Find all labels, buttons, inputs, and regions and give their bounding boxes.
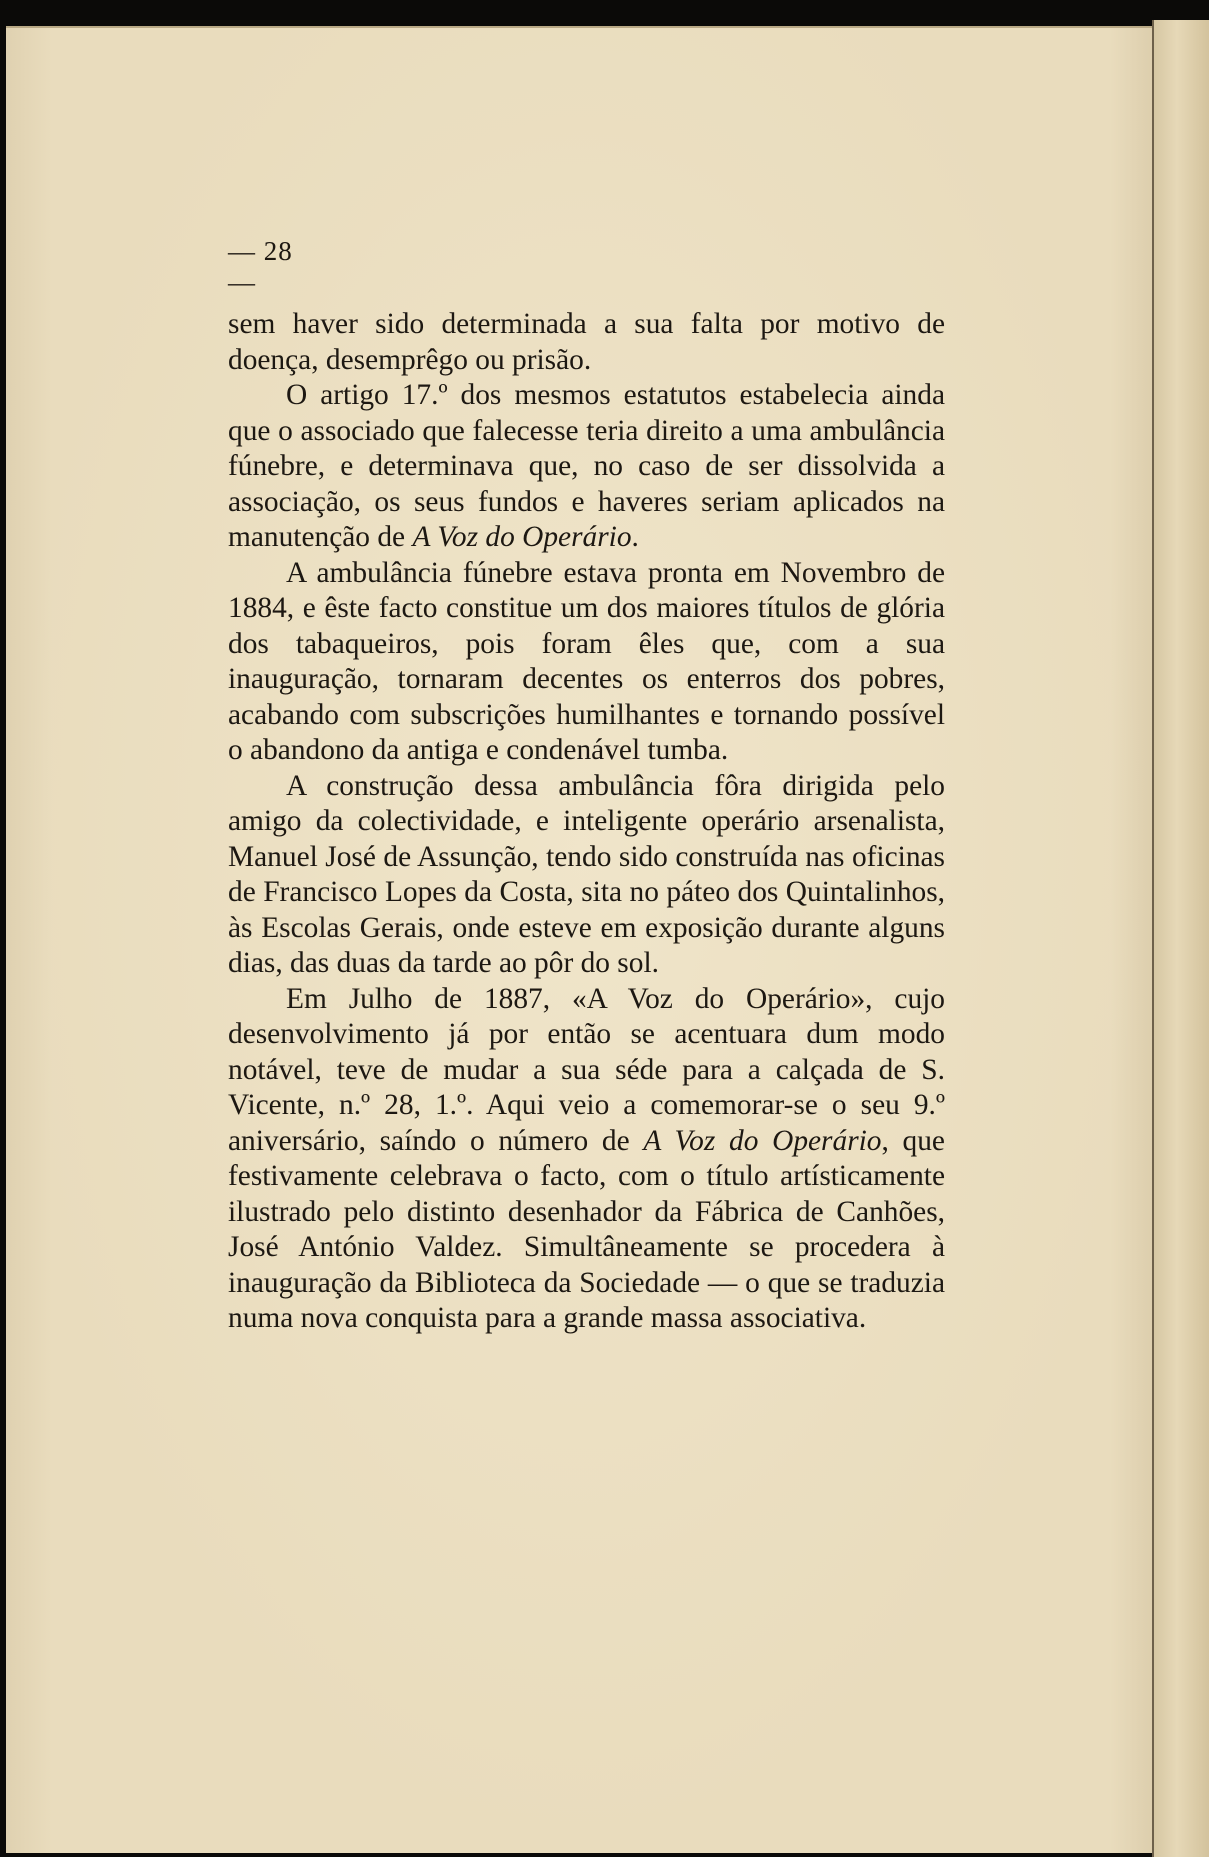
publication-title: A Voz do Operário bbox=[412, 521, 632, 553]
publication-title: A Voz do Operário bbox=[643, 1124, 882, 1157]
text-run: A ambulância fúnebre estava pronta em Novembro de 1884, e êste facto constitue um dos maiores títulos de glória dos tabaqueiros, pois foram êles que, com a sua inauguração, tornaram decentes os enterros dos pobres, acabando com subscrições humilhantes e tornando possível o abandono da antiga e condenável tumba. bbox=[228, 556, 945, 766]
text-run: sem haver sido determinada a sua falta por motivo de doença, desemprêgo ou prisão. bbox=[228, 308, 945, 376]
page-body bbox=[228, 307, 945, 1337]
paragraph bbox=[228, 769, 945, 982]
text-run: Em Julho de 1887, «A Voz do Operário», cujo desenvolvimento já por então se acentuara dum modo notável, teve de mudar a sua séde para a calçada de S. Vicente, n.º 28, 1.º. Aqui veio a comemorar-se o seu 9.º aniversário, saíndo o número de bbox=[228, 982, 945, 1157]
paragraph bbox=[228, 556, 945, 769]
text-run: A construção dessa ambulância fôra dirigida pelo amigo da colectividade, e inteligente operário arsenalista, Manuel José de Assunção, tendo sido construída nas oficinas de Francisco Lopes da Costa, sita no páteo dos Quintalinhos, às Escolas Gerais, onde esteve em exposição durante alguns dias, das duas da tarde ao pôr do sol. bbox=[228, 769, 945, 979]
paragraph bbox=[228, 378, 945, 556]
page-number: — 28 — bbox=[228, 236, 293, 297]
paragraph bbox=[228, 982, 945, 1337]
text-run: . bbox=[631, 521, 639, 553]
page-edge bbox=[1152, 20, 1209, 1857]
paragraph bbox=[228, 307, 945, 378]
text-run: , que festivamente celebrava o facto, com o título artísticamente ilustrado pelo distinto desenhador da Fábrica de Canhões, José António Valdez. Simultâneamente se procedera à inauguração da Biblioteca da Sociedade — o que se traduzia numa nova conquista para a grande massa associativa. bbox=[228, 1124, 945, 1334]
text-run: O artigo 17.º dos mesmos estatutos estabelecia ainda que o associado que falecesse teria direito a uma ambulância fúnebre, e determinava que, no caso de ser dissolvida a associação, os seus fundos e haveres seriam aplicados na manutenção de bbox=[228, 379, 945, 553]
